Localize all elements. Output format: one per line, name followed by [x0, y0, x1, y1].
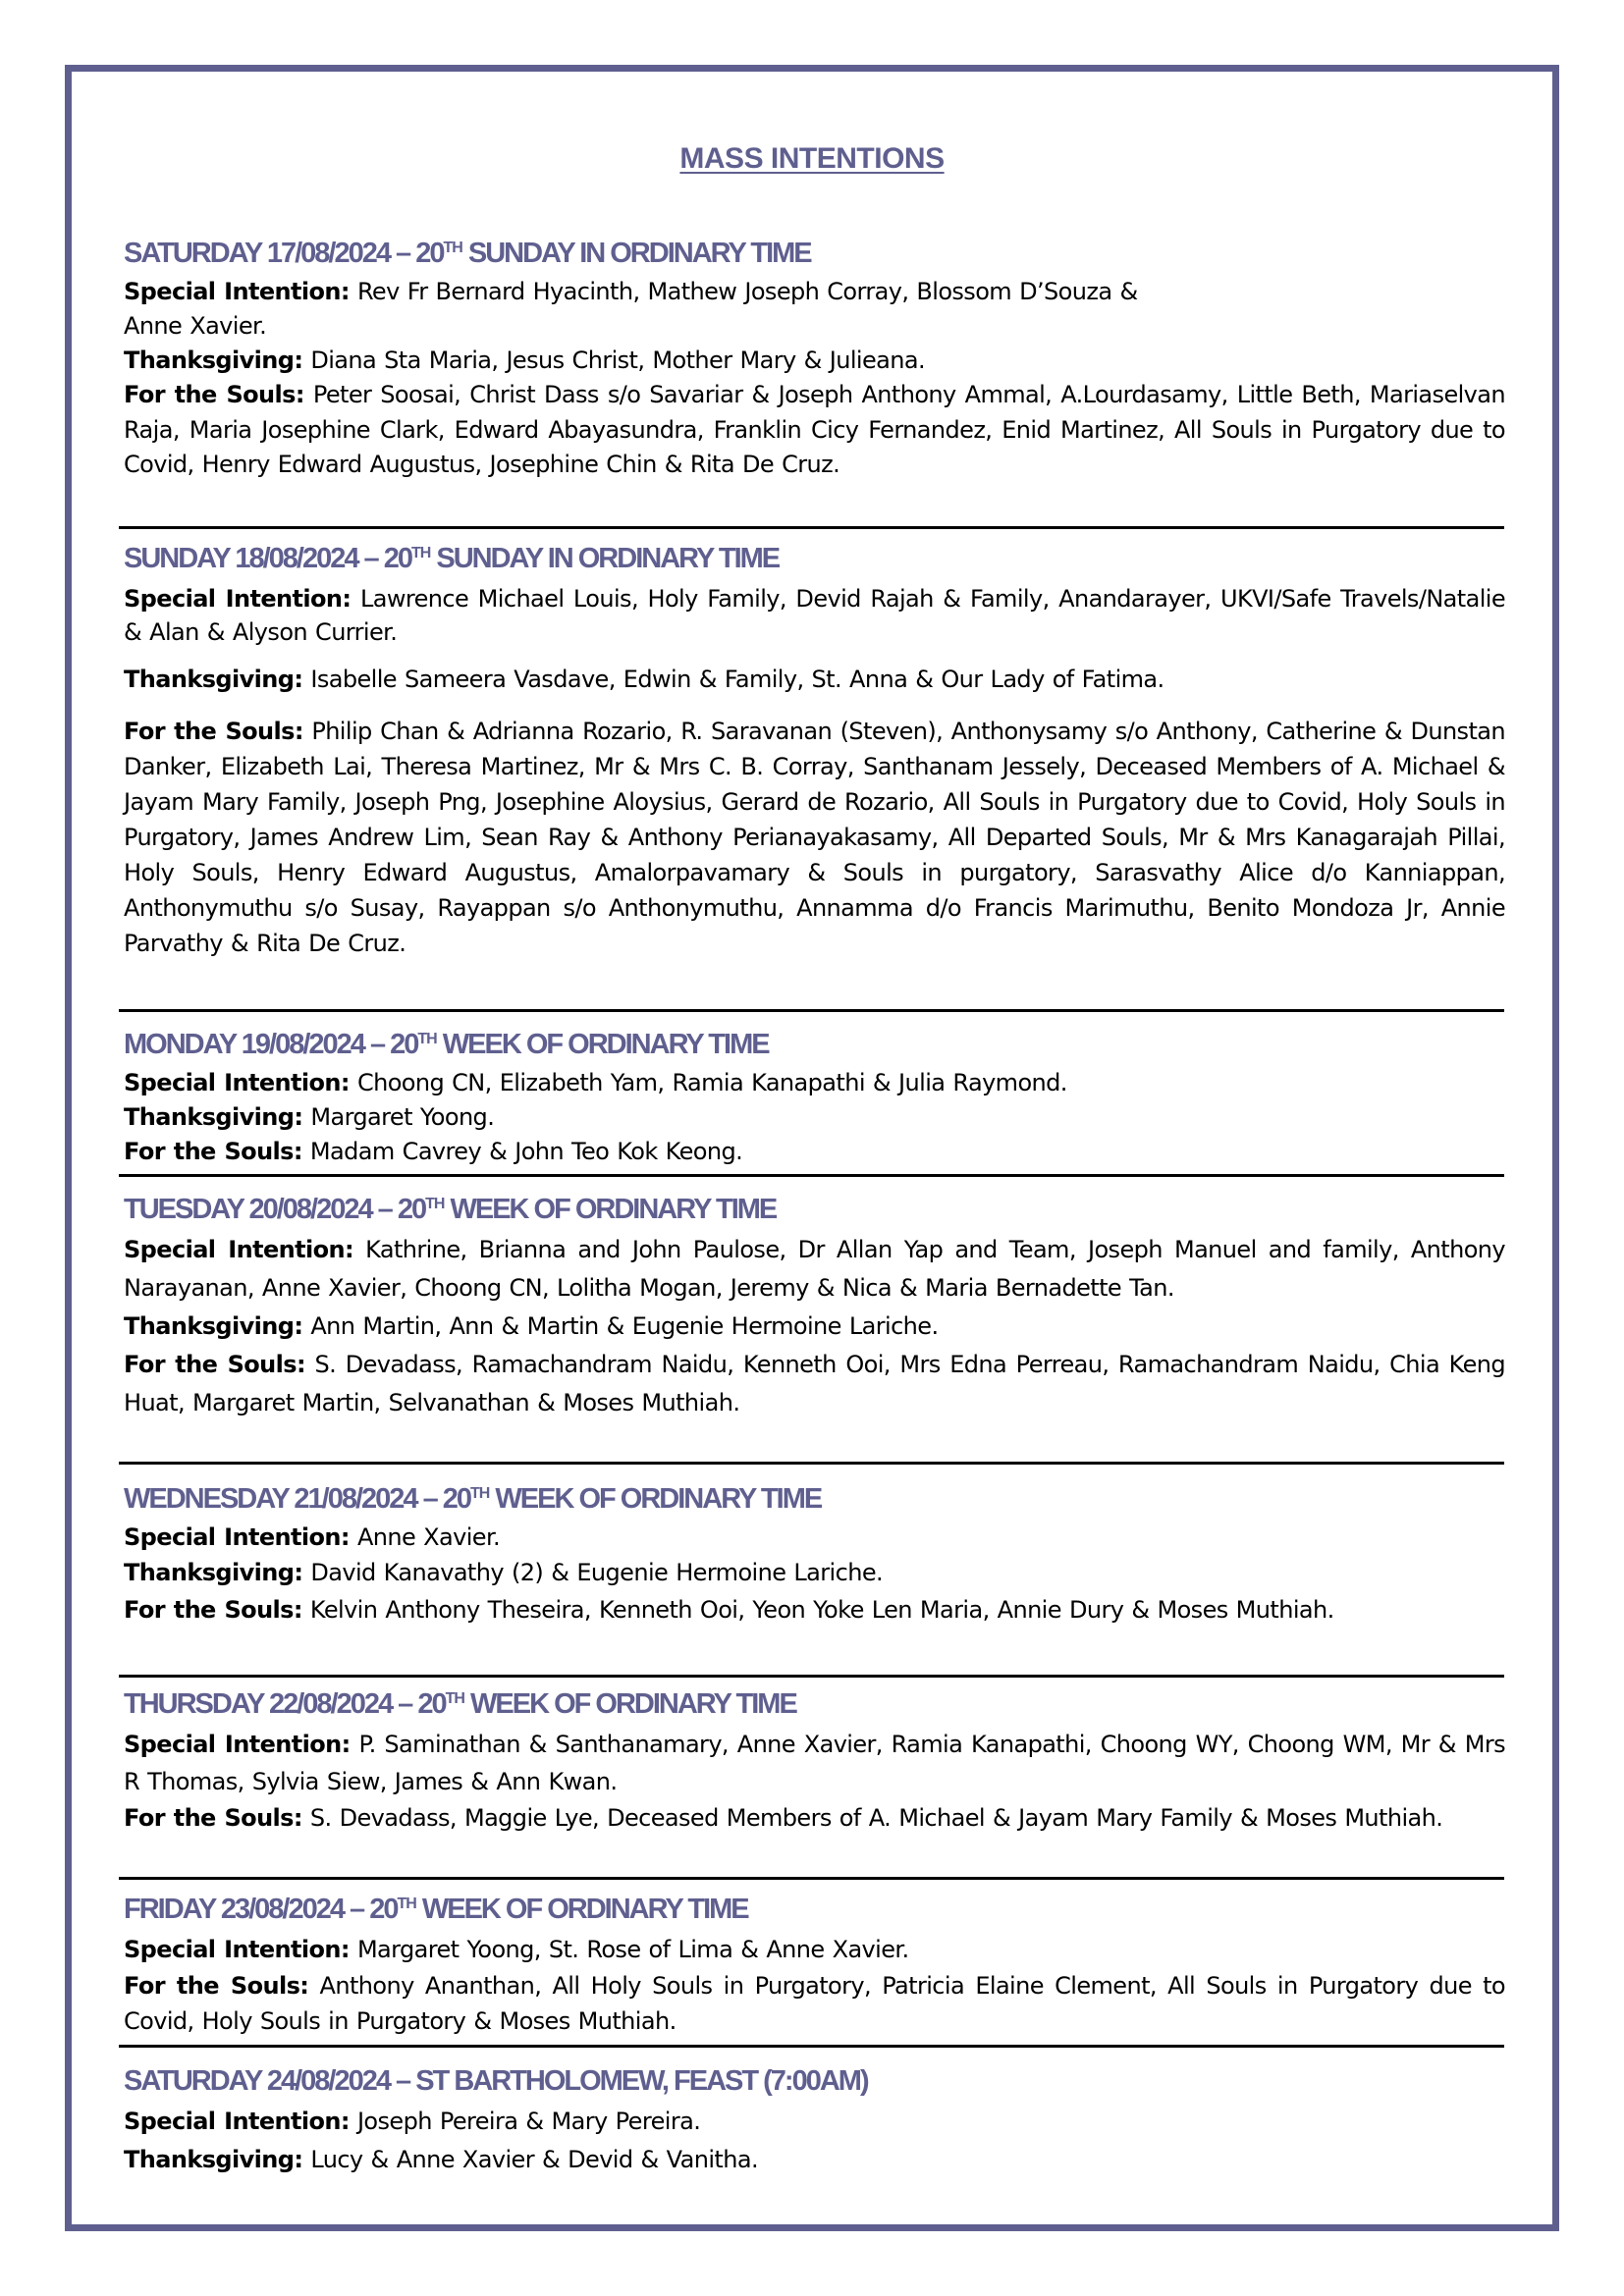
day-section-thursday-22	[124, 1683, 1505, 1837]
for-the-souls: For the Souls: Madam Cavrey & John Teo Kok Keong.	[124, 1138, 743, 1165]
day-heading: THURSDAY 22/08/2024 – 20TH WEEK OF ORDINARY TIME	[124, 1688, 796, 1720]
day-section-friday-23	[124, 1889, 1505, 2039]
day-section-saturday-17	[124, 233, 1505, 483]
section-divider	[119, 1462, 1504, 1465]
thanksgiving: Thanksgiving: Lucy & Anne Xavier & Devid & Vanitha.	[124, 2146, 758, 2173]
day-heading: SUNDAY 18/08/2024 – 20TH SUNDAY IN ORDINARY TIME	[124, 543, 780, 574]
special-intention: Special Intention: Kathrine, Brianna and John Paulose, Dr Allan Yap and Team, Joseph Manuel and family, Anthony Narayanan, Anne Xavier, Choong CN, Lolitha Mogan, Jeremy & Nica & Maria Bernadette Tan.	[124, 1236, 1506, 1302]
day-heading: TUESDAY 20/08/2024 – 20TH WEEK OF ORDINARY TIME	[124, 1194, 777, 1225]
for-the-souls: For the Souls: Peter Soosai, Christ Dass s/o Savariar & Joseph Anthony Ammal, A.Lourdasamy, Little Beth, Mariaselvan Raja, Maria Josephine Clark, Edward Abayasundra, Franklin Cicy Fernandez, Enid Martinez, All Souls in Purgatory due to Covid, Henry Edward Augustus, Josephine Chin & Rita De Cruz.	[124, 381, 1505, 478]
section-divider	[119, 1174, 1504, 1177]
for-the-souls: For the Souls: S. Devadass, Ramachandram Naidu, Kenneth Ooi, Mrs Edna Perreau, Ramachandram Naidu, Chia Keng Huat, Margaret Martin, Selvanathan & Moses Muthiah.	[124, 1351, 1505, 1416]
day-section-saturday-24	[124, 2065, 1505, 2179]
thanksgiving: Thanksgiving: Margaret Yoong.	[124, 1103, 495, 1131]
for-the-souls: For the Souls: Philip Chan & Adrianna Rozario, R. Saravanan (Steven), Anthonysamy s/o Anthony, Catherine & Dunstan Danker, Elizabeth Lai, Theresa Martinez, Mr & Mrs C. B. Corray, Santhanam Jessely, Deceased Members of A. Michael & Jayam Mary Family, Joseph Png, Josephine Aloysius, Gerard de Rozario, All Souls in Purgatory due to Covid, Holy Souls in Purgatory, James Andrew Lim, Sean Ray & Anthony Perianayakasamy, All Departed Souls, Mr & Mrs Kanagarajah Pillai, Holy Souls, Henry Edward Augustus, Amalorpavamary & Souls in purgatory, Sarasvathy Alice d/o Kanniappan, Anthonymuthu s/o Susay, Rayappan s/o Anthonymuthu, Annamma d/o Francis Marimuthu, Benito Mondoza Jr, Annie Parvathy & Rita De Cruz.	[124, 718, 1505, 957]
thanksgiving: Thanksgiving: Diana Sta Maria, Jesus Christ, Mother Mary & Julieana.	[124, 347, 925, 374]
day-section-sunday-18	[124, 538, 1505, 961]
section-divider	[119, 526, 1504, 529]
thanksgiving: Thanksgiving: Isabelle Sameera Vasdave, Edwin & Family, St. Anna & Our Lady of Fatima.	[124, 666, 1164, 693]
for-the-souls: For the Souls: Anthony Ananthan, All Holy Souls in Purgatory, Patricia Elaine Clement, All Souls in Purgatory due to Covid, Holy Souls in Purgatory & Moses Muthiah.	[124, 1972, 1506, 2035]
for-the-souls: For the Souls: Kelvin Anthony Theseira, Kenneth Ooi, Yeon Yoke Len Maria, Annie Dury & Moses Muthiah.	[124, 1596, 1334, 1624]
thanksgiving: Thanksgiving: Ann Martin, Ann & Martin & Eugenie Hermoine Lariche.	[124, 1312, 939, 1340]
for-the-souls: For the Souls: S. Devadass, Maggie Lye, Deceased Members of A. Michael & Jayam Mary Family & Moses Muthiah.	[124, 1804, 1443, 1832]
day-section-monday-19	[124, 1024, 1505, 1169]
special-intention: Special Intention: Joseph Pereira & Mary Pereira.	[124, 2108, 701, 2135]
thanksgiving: Thanksgiving: David Kanavathy (2) & Eugenie Hermoine Lariche.	[124, 1559, 884, 1586]
special-intention: Special Intention: Anne Xavier.	[124, 1523, 501, 1551]
special-intention: Special Intention: P. Saminathan & Santhanamary, Anne Xavier, Ramia Kanapathi, Choong WY, Choong WM, Mr & Mrs R Thomas, Sylvia Siew, James & Ann Kwan.	[124, 1731, 1505, 1795]
special-intention: Special Intention: Margaret Yoong, St. Rose of Lima & Anne Xavier.	[124, 1936, 909, 1963]
section-divider	[119, 1009, 1504, 1012]
day-heading: SATURDAY 24/08/2024 – ST BARTHOLOMEW, FEAST (7:00AM)	[124, 2065, 868, 2097]
special-intention: Special Intention: Rev Fr Bernard Hyacinth, Mathew Joseph Corray, Blossom D’Souza & Anne Xavier.	[124, 278, 1138, 340]
page-title: MASS INTENTIONS	[679, 142, 945, 175]
day-heading: MONDAY 19/08/2024 – 20TH WEEK OF ORDINARY TIME	[124, 1029, 769, 1060]
section-divider	[119, 1675, 1504, 1678]
section-divider	[119, 2045, 1504, 2048]
special-intention: Special Intention: Choong CN, Elizabeth Yam, Ramia Kanapathi & Julia Raymond.	[124, 1069, 1067, 1096]
day-heading: FRIDAY 23/08/2024 – 20TH WEEK OF ORDINARY TIME	[124, 1894, 748, 1925]
day-heading: WEDNESDAY 21/08/2024 – 20TH WEEK OF ORDINARY TIME	[124, 1483, 822, 1515]
day-section-tuesday-20	[124, 1189, 1505, 1422]
day-heading: SATURDAY 17/08/2024 – 20TH SUNDAY IN ORDINARY TIME	[124, 238, 811, 269]
day-section-wednesday-21	[124, 1478, 1505, 1629]
section-divider	[119, 1877, 1504, 1880]
special-intention: Special Intention: Lawrence Michael Louis, Holy Family, Devid Rajah & Family, Anandarayer, UKVI/Safe Travels/Natalie & Alan & Alyson Currier.	[124, 585, 1505, 646]
